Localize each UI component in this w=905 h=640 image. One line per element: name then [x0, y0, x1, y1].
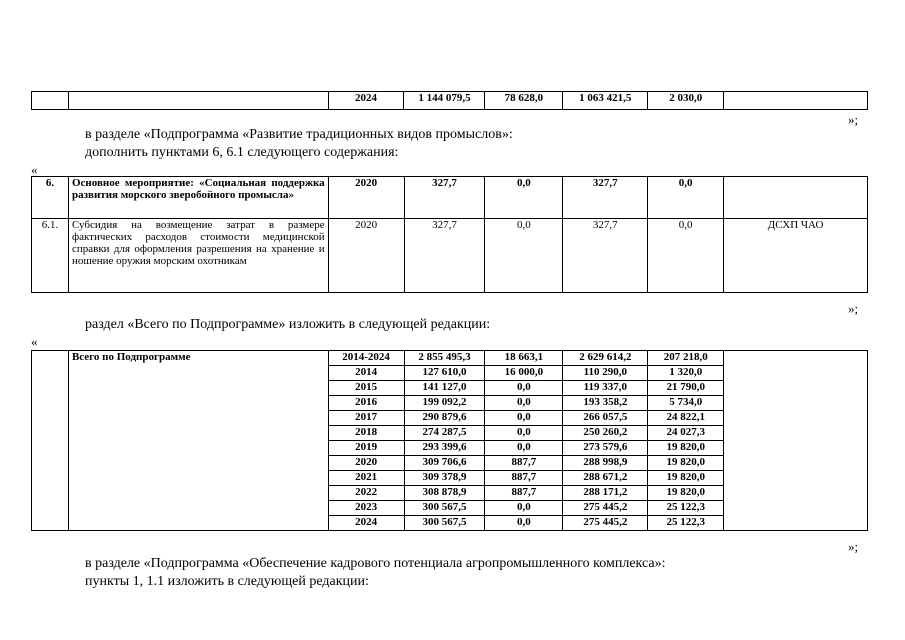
- cell-exec: [724, 351, 868, 531]
- table-top: [31, 91, 868, 110]
- cell-c1: 0,0: [485, 219, 563, 293]
- cell-year: 2024: [328, 92, 404, 110]
- paragraph-text: дополнить пунктами 6, 6.1 следующего содержания:: [85, 145, 399, 160]
- cell-c2: 273 579,6: [563, 441, 648, 456]
- cell-c3: 21 790,0: [648, 381, 724, 396]
- cell-c1: 16 000,0: [485, 366, 563, 381]
- cell-c1: 887,7: [485, 456, 563, 471]
- cell-c3: 19 820,0: [648, 456, 724, 471]
- cell-exec: [724, 92, 868, 110]
- cell-total: 300 567,5: [404, 501, 485, 516]
- cell-total: 327,7: [404, 219, 485, 293]
- cell-c2: 193 358,2: [563, 396, 648, 411]
- closing-quote: »;: [848, 301, 859, 316]
- cell-total: 274 287,5: [404, 426, 485, 441]
- table-row: [32, 351, 868, 366]
- opening-quote: «: [31, 334, 38, 349]
- cell-year: 2017: [328, 411, 404, 426]
- cell-c3: 19 820,0: [648, 471, 724, 486]
- cell-c3: 24 027,3: [648, 426, 724, 441]
- cell-c2: 327,7: [563, 177, 648, 219]
- cell-c2: 327,7: [563, 219, 648, 293]
- cell-c2: 288 171,2: [563, 486, 648, 501]
- closing-quote: »;: [848, 112, 859, 127]
- closing-quote: »;: [848, 539, 859, 554]
- cell-c1: 0,0: [485, 516, 563, 531]
- paragraph-text: пункты 1, 1.1 изложить в следующей редакции:: [85, 574, 369, 589]
- paragraph-text: раздел «Всего по Подпрограмме» изложить в следующей редакции:: [85, 317, 491, 332]
- cell-num: 6.1.: [32, 219, 69, 293]
- cell-c1: 0,0: [485, 426, 563, 441]
- cell-year: 2022: [328, 486, 404, 501]
- cell-c2: 288 671,2: [563, 471, 648, 486]
- cell-c2: 110 290,0: [563, 366, 648, 381]
- cell-year: 2020: [328, 219, 404, 293]
- cell-year: 2019: [328, 441, 404, 456]
- cell-c3: 19 820,0: [648, 441, 724, 456]
- cell-c1: 0,0: [485, 411, 563, 426]
- table-row: [32, 177, 868, 219]
- cell-total: 1 144 079,5: [404, 92, 485, 110]
- cell-num: [32, 92, 69, 110]
- table-row: [32, 219, 868, 293]
- cell-total: 300 567,5: [404, 516, 485, 531]
- opening-quote: «: [31, 162, 38, 177]
- cell-num: [32, 351, 69, 531]
- cell-c1: 0,0: [485, 381, 563, 396]
- cell-c1: 0,0: [485, 177, 563, 219]
- cell-c1: 78 628,0: [485, 92, 563, 110]
- table-subprogram-items: [31, 176, 868, 293]
- table-row: [32, 92, 868, 110]
- cell-total: 308 878,9: [404, 486, 485, 501]
- cell-name-text: Основное мероприятие: «Социальная поддержка развития морского зверобойного промысла»: [71, 177, 325, 201]
- cell-year: 2014-2024: [328, 351, 404, 366]
- cell-c3: 1 320,0: [648, 366, 724, 381]
- paragraph-text: в разделе «Подпрограмма «Развитие традиционных видов промыслов»:: [85, 127, 513, 142]
- cell-c3: 25 122,3: [648, 501, 724, 516]
- cell-c3: 2 030,0: [648, 92, 724, 110]
- cell-c1: 18 663,1: [485, 351, 563, 366]
- cell-year: 2014: [328, 366, 404, 381]
- cell-c3: 0,0: [648, 177, 724, 219]
- cell-year: 2016: [328, 396, 404, 411]
- cell-c2: 119 337,0: [563, 381, 648, 396]
- cell-year: 2015: [328, 381, 404, 396]
- cell-c2: 1 063 421,5: [563, 92, 648, 110]
- table-subprogram-total: [31, 350, 868, 531]
- cell-total: 327,7: [404, 177, 485, 219]
- cell-c3: 207 218,0: [648, 351, 724, 366]
- cell-c2: 288 998,9: [563, 456, 648, 471]
- cell-c1: 887,7: [485, 486, 563, 501]
- cell-c2: 250 260,2: [563, 426, 648, 441]
- cell-c3: 19 820,0: [648, 486, 724, 501]
- cell-name: Субсидия на возмещение затрат в размере фактических расходов стоимости медицинской справки для оформления разрешения на хранение и ношение оружия морским охотникам: [68, 219, 328, 293]
- cell-total: 293 399,6: [404, 441, 485, 456]
- cell-total: 127 610,0: [404, 366, 485, 381]
- cell-year: 2021: [328, 471, 404, 486]
- cell-total: 141 127,0: [404, 381, 485, 396]
- cell-year: 2020: [328, 456, 404, 471]
- cell-year: 2023: [328, 501, 404, 516]
- cell-exec: ДСХП ЧАО: [724, 219, 868, 293]
- cell-exec: [724, 177, 868, 219]
- cell-num: 6.: [32, 177, 69, 219]
- cell-total: 309 706,6: [404, 456, 485, 471]
- cell-c1: 0,0: [485, 441, 563, 456]
- cell-c2: 2 629 614,2: [563, 351, 648, 366]
- cell-total: 290 879,6: [404, 411, 485, 426]
- cell-c1: 0,0: [485, 501, 563, 516]
- cell-c2: 266 057,5: [563, 411, 648, 426]
- cell-c2: 275 445,2: [563, 501, 648, 516]
- cell-year: 2020: [328, 177, 404, 219]
- paragraph-text: в разделе «Подпрограмма «Обеспечение кадрового потенциала агропромышленного комплекса»:: [85, 556, 666, 571]
- cell-c2: 275 445,2: [563, 516, 648, 531]
- cell-total-label: Всего по Подпрограмме: [68, 351, 328, 531]
- cell-c3: 24 822,1: [648, 411, 724, 426]
- cell-year: 2024: [328, 516, 404, 531]
- cell-year: 2018: [328, 426, 404, 441]
- cell-total: 2 855 495,3: [404, 351, 485, 366]
- cell-c3: 5 734,0: [648, 396, 724, 411]
- cell-c3: 25 122,3: [648, 516, 724, 531]
- cell-name: [68, 92, 328, 110]
- cell-c1: 0,0: [485, 396, 563, 411]
- cell-c3: 0,0: [648, 219, 724, 293]
- cell-total: 199 092,2: [404, 396, 485, 411]
- cell-total: 309 378,9: [404, 471, 485, 486]
- cell-c1: 887,7: [485, 471, 563, 486]
- cell-name: [68, 177, 328, 219]
